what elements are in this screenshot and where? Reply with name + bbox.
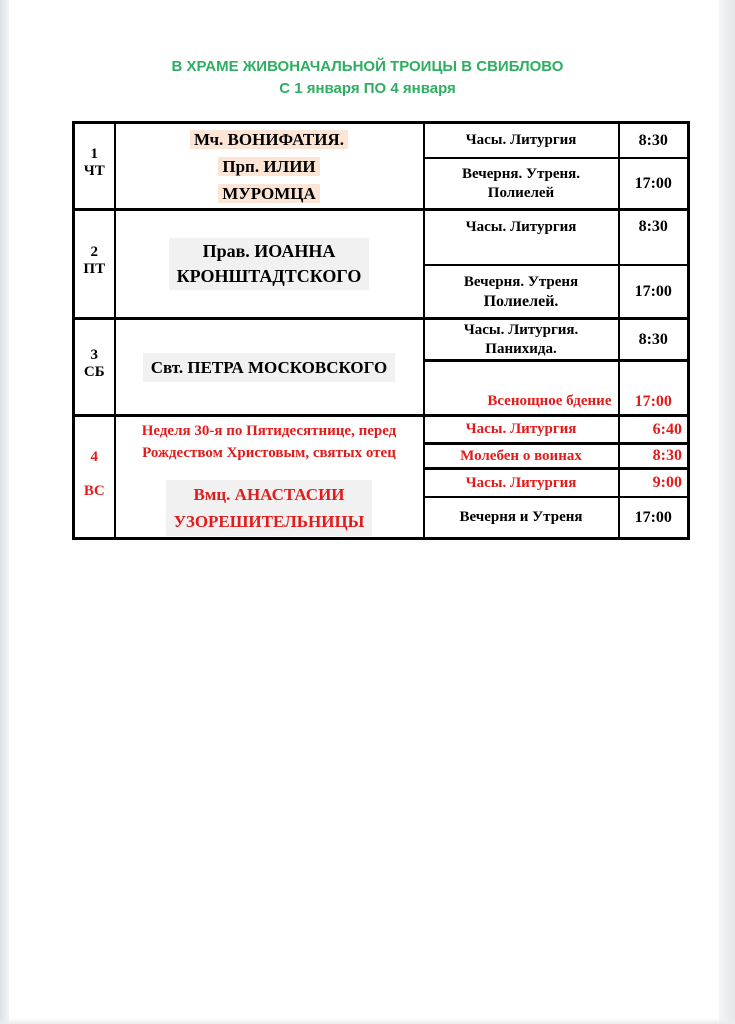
feast-cell xyxy=(115,416,424,539)
service-cell: Молебен о воинах xyxy=(424,444,619,469)
feast-line: Прав. ИОАННА xyxy=(202,241,336,261)
service-cell: Часы. Литургия xyxy=(424,469,619,498)
time-cell: 17:00 xyxy=(619,361,689,416)
day-cell xyxy=(74,416,115,539)
day-abbr: ЧТ xyxy=(83,163,105,179)
day-number: 3 xyxy=(90,347,98,363)
page-bottom-edge xyxy=(0,1018,735,1024)
page-title: В ХРАМЕ ЖИВОНАЧАЛЬНОЙ ТРОИЦЫ В СВИБЛОВО xyxy=(171,58,564,75)
service-cell: Вечерня и Утреня xyxy=(424,497,619,539)
feast-note: Неделя 30-я по Пятидесятнице, перед Рождеством Христовым, святых отец xyxy=(141,423,397,461)
service-name: Вечерня. Утреня xyxy=(463,273,579,290)
feast-line: Вмц. АНАСТАСИИ xyxy=(193,485,345,504)
day-abbr: ВС xyxy=(83,482,105,499)
day-abbr: СБ xyxy=(83,364,105,380)
service-cell xyxy=(424,265,619,319)
feast-line: МУРОМЦА xyxy=(116,180,423,207)
time-cell: 17:00 xyxy=(619,265,689,319)
service-cell xyxy=(424,210,619,266)
service-cell: Часы. Литургия xyxy=(424,416,619,444)
time-cell: 17:00 xyxy=(619,158,689,210)
day-number: 4 xyxy=(90,448,98,465)
feast-line: КРОНШТАДТСКОГО xyxy=(176,266,362,286)
service-name-line2: Полиелей. xyxy=(483,292,559,310)
day-cell xyxy=(74,319,115,416)
service-name: Часы. Литургия xyxy=(465,219,577,235)
day-cell xyxy=(74,123,115,210)
time-cell: 9:00 xyxy=(619,469,689,498)
day-number: 1 xyxy=(90,146,98,162)
service-cell xyxy=(424,158,619,210)
time-cell: 8:30 xyxy=(619,444,689,469)
day-abbr: ПТ xyxy=(83,261,106,277)
page-subtitle: С 1 января ПО 4 января xyxy=(279,80,456,97)
time-cell: 6:40 xyxy=(619,416,689,444)
schedule-header xyxy=(0,57,735,101)
service-name-line2: Полиелей xyxy=(487,184,555,201)
schedule-table xyxy=(72,121,690,540)
table-row xyxy=(74,319,689,361)
feast-line: УЗОРЕШИТЕЛЬНИЦЫ xyxy=(173,512,365,531)
time-cell: 8:30 xyxy=(619,210,689,266)
day-cell xyxy=(74,210,115,319)
page-left-edge xyxy=(0,0,10,1024)
feast-line: Мч. ВОНИФАТИЯ. xyxy=(116,126,423,153)
service-cell xyxy=(424,123,619,159)
feast-line: Прп. ИЛИИ xyxy=(116,153,423,180)
time-cell: 8:30 xyxy=(619,319,689,361)
table-row xyxy=(74,123,689,159)
feast-line: Свт. ПЕТРА МОСКОВСКОГО xyxy=(143,353,395,382)
service-cell: Всенощное бдение xyxy=(424,361,619,416)
feast-cell xyxy=(115,123,424,210)
service-name-line2: Панихида. xyxy=(485,340,557,357)
service-cell xyxy=(424,319,619,361)
table-row xyxy=(74,416,689,444)
time-cell: 8:30 xyxy=(619,123,689,159)
time-cell: 17:00 xyxy=(619,497,689,539)
service-name: Вечерня. Утреня. xyxy=(461,165,581,182)
feast-cell xyxy=(115,210,424,319)
service-name: Часы. Литургия xyxy=(465,132,577,148)
feast-cell xyxy=(115,319,424,416)
table-row xyxy=(74,210,689,266)
page-right-edge xyxy=(718,0,735,1024)
service-name: Часы. Литургия. xyxy=(463,321,579,338)
day-number: 2 xyxy=(90,244,98,260)
